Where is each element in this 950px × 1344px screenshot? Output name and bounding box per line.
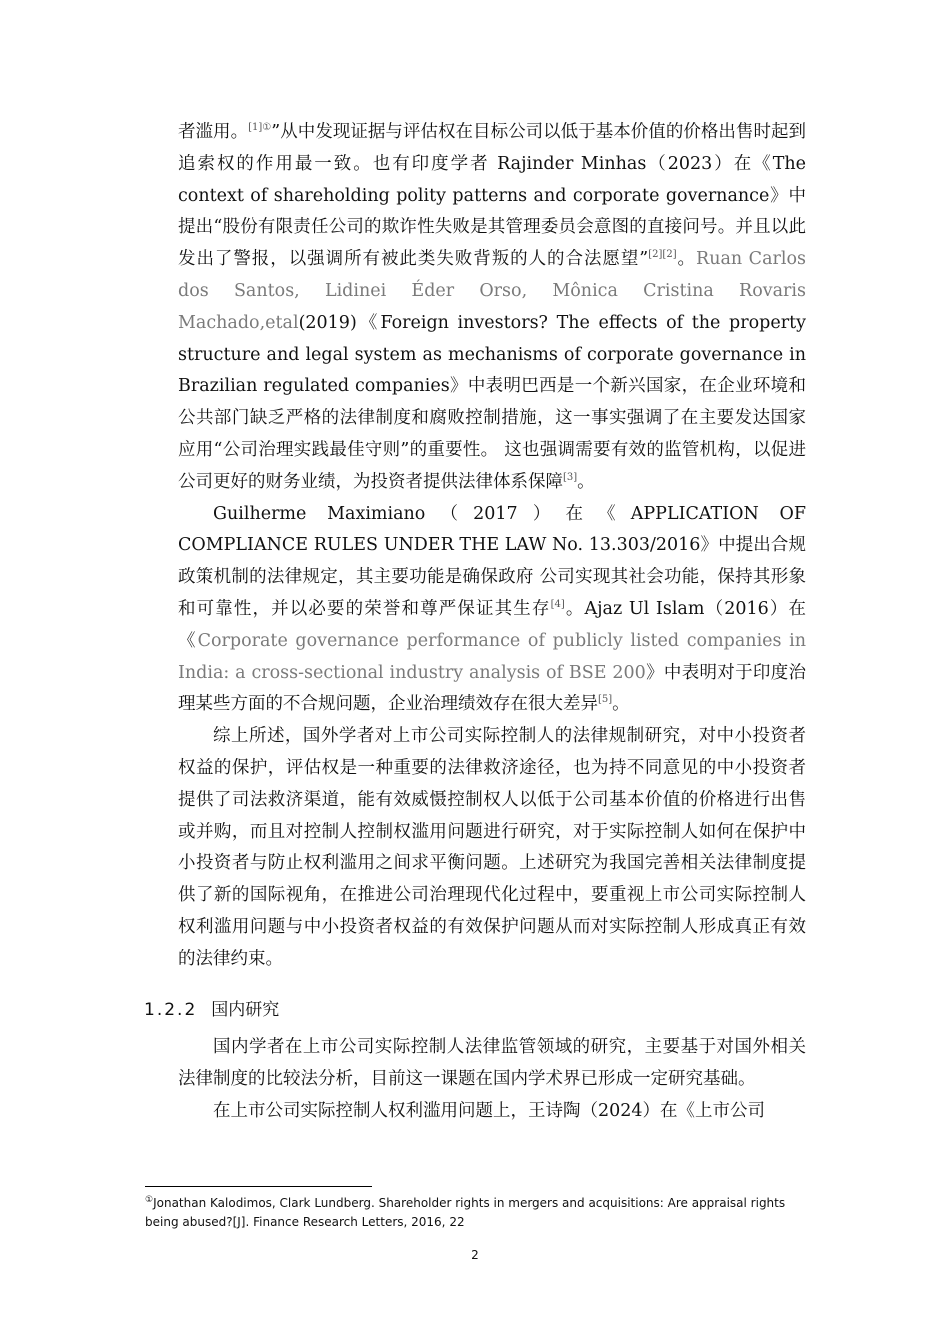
footnote-text: Jonathan Kalodimos, Clark Lundberg. Shareholder rights in mergers and acquisitions: Are appraisal rights being abused?[J]. Finance Research Letters, 2016, 22	[145, 1196, 786, 1229]
citation-ref[interactable]: [1]①	[248, 122, 272, 133]
citation-ref[interactable]: [5]	[598, 694, 613, 706]
footnote	[145, 1194, 805, 1232]
footnote-separator	[145, 1186, 372, 1187]
citation-ref[interactable]: [2][2]	[648, 249, 677, 261]
text-span: 。	[612, 694, 630, 715]
body-text	[144, 117, 807, 1128]
footnote-mark: ①	[145, 1195, 154, 1205]
text-span: 。	[577, 471, 595, 492]
text-span: 》中表明对于印度治理某些方面的不合规问题，企业治理绩效存在很大差异	[178, 662, 806, 715]
paragraph-2	[178, 499, 806, 722]
paragraph-1	[178, 117, 806, 499]
text-span: Guilherme Maximiano（2017）在《APPLICATION OF COMPLIANCE RULES UNDER THE LAW No. 13.303/2016》中提出合规政策机制的法律规定，其主要功能是确保政府 公司实现其社会功能，保持其形象和可靠性，并以必要的荣誉和尊严保证其生存	[178, 503, 806, 619]
text-span: 者滥用。	[178, 122, 249, 142]
section-heading	[144, 995, 772, 1027]
paragraph-3: 综上所述，国外学者对上市公司实际控制人的法律规制研究，对中小投资者权益的保护，评估权是一种重要的法律救济途径，也为持不同意见的中小投资者提供了司法救济渠道，能有效威慑控制权人以低于公司基本价值的价格进行出售或并购，而且对控制人控制权滥用问题进行研究，对于实际控制人如何在保护中小投资者与防止权利滥用之间求平衡问题。上述研究为我国完善相关法律制度提供了新的国际视角，在推进公司治理现代化过程中，要重视上市公司实际控制人权利滥用问题与中小投资者权益的有效保护问题从而对实际控制人形成真正有效的法律约束。	[178, 726, 806, 969]
text-span: 。	[676, 249, 697, 270]
author-names: Ruan Carlos dos Santos, Lidinei Éder Orso, Mônica Cristina Rovaris Machado,etal	[178, 249, 806, 333]
section-title: 国内研究	[211, 999, 280, 1020]
paragraph-5: 在上市公司实际控制人权利滥用问题上，王诗陶（2024）在《上市公司	[213, 1100, 766, 1121]
citation-ref[interactable]: [4]	[550, 598, 565, 610]
citation-ref[interactable]: [3]	[563, 471, 578, 483]
text-span: (2019)《Foreign investors? The effects of the property structure and legal system as mechanisms of corporate governance in Brazilian regulated companies》中表明巴西是一个新兴国家，在企业环境和公共部门缺乏严格的法律制度和腐败控制措施，这一事实强调了在主要发达国家应用“公司治理实践最佳守则”的重要性。 这也强调需要有效的监管机构，以促进公司更好的财务业绩，为投资者提供法律体系保障	[178, 312, 806, 492]
text-span: 。Ajaz Ul Islam（2016）在《	[178, 598, 806, 651]
paragraph-4: 国内学者在上市公司实际控制人法律监管领域的研究，主要基于对国外相关法律制度的比较法分析，目前这一课题在国内学术界已形成一定研究基础。	[178, 1037, 806, 1090]
paper-title: Corporate governance performance of publicly listed companies in India: a cross-sectional industry analysis of BSE 200	[178, 630, 807, 683]
page-number: 2	[471, 1248, 479, 1262]
text-span: ”从中发现证据与评估权在目标公司以低于基本价值的价格出售时起到追索权的作用最一致。也有印度学者 Rajinder Minhas（2023）在《The context of shareholding polity patterns and corporate governance》中提出“股份有限责任公司的欺诈性失败是其管理委员会意图的直接问号。并且以此发出了警报，以强调所有被此类失败背叛的人的合法愿望”	[178, 122, 806, 270]
section-number: 1.2.2	[144, 999, 198, 1020]
